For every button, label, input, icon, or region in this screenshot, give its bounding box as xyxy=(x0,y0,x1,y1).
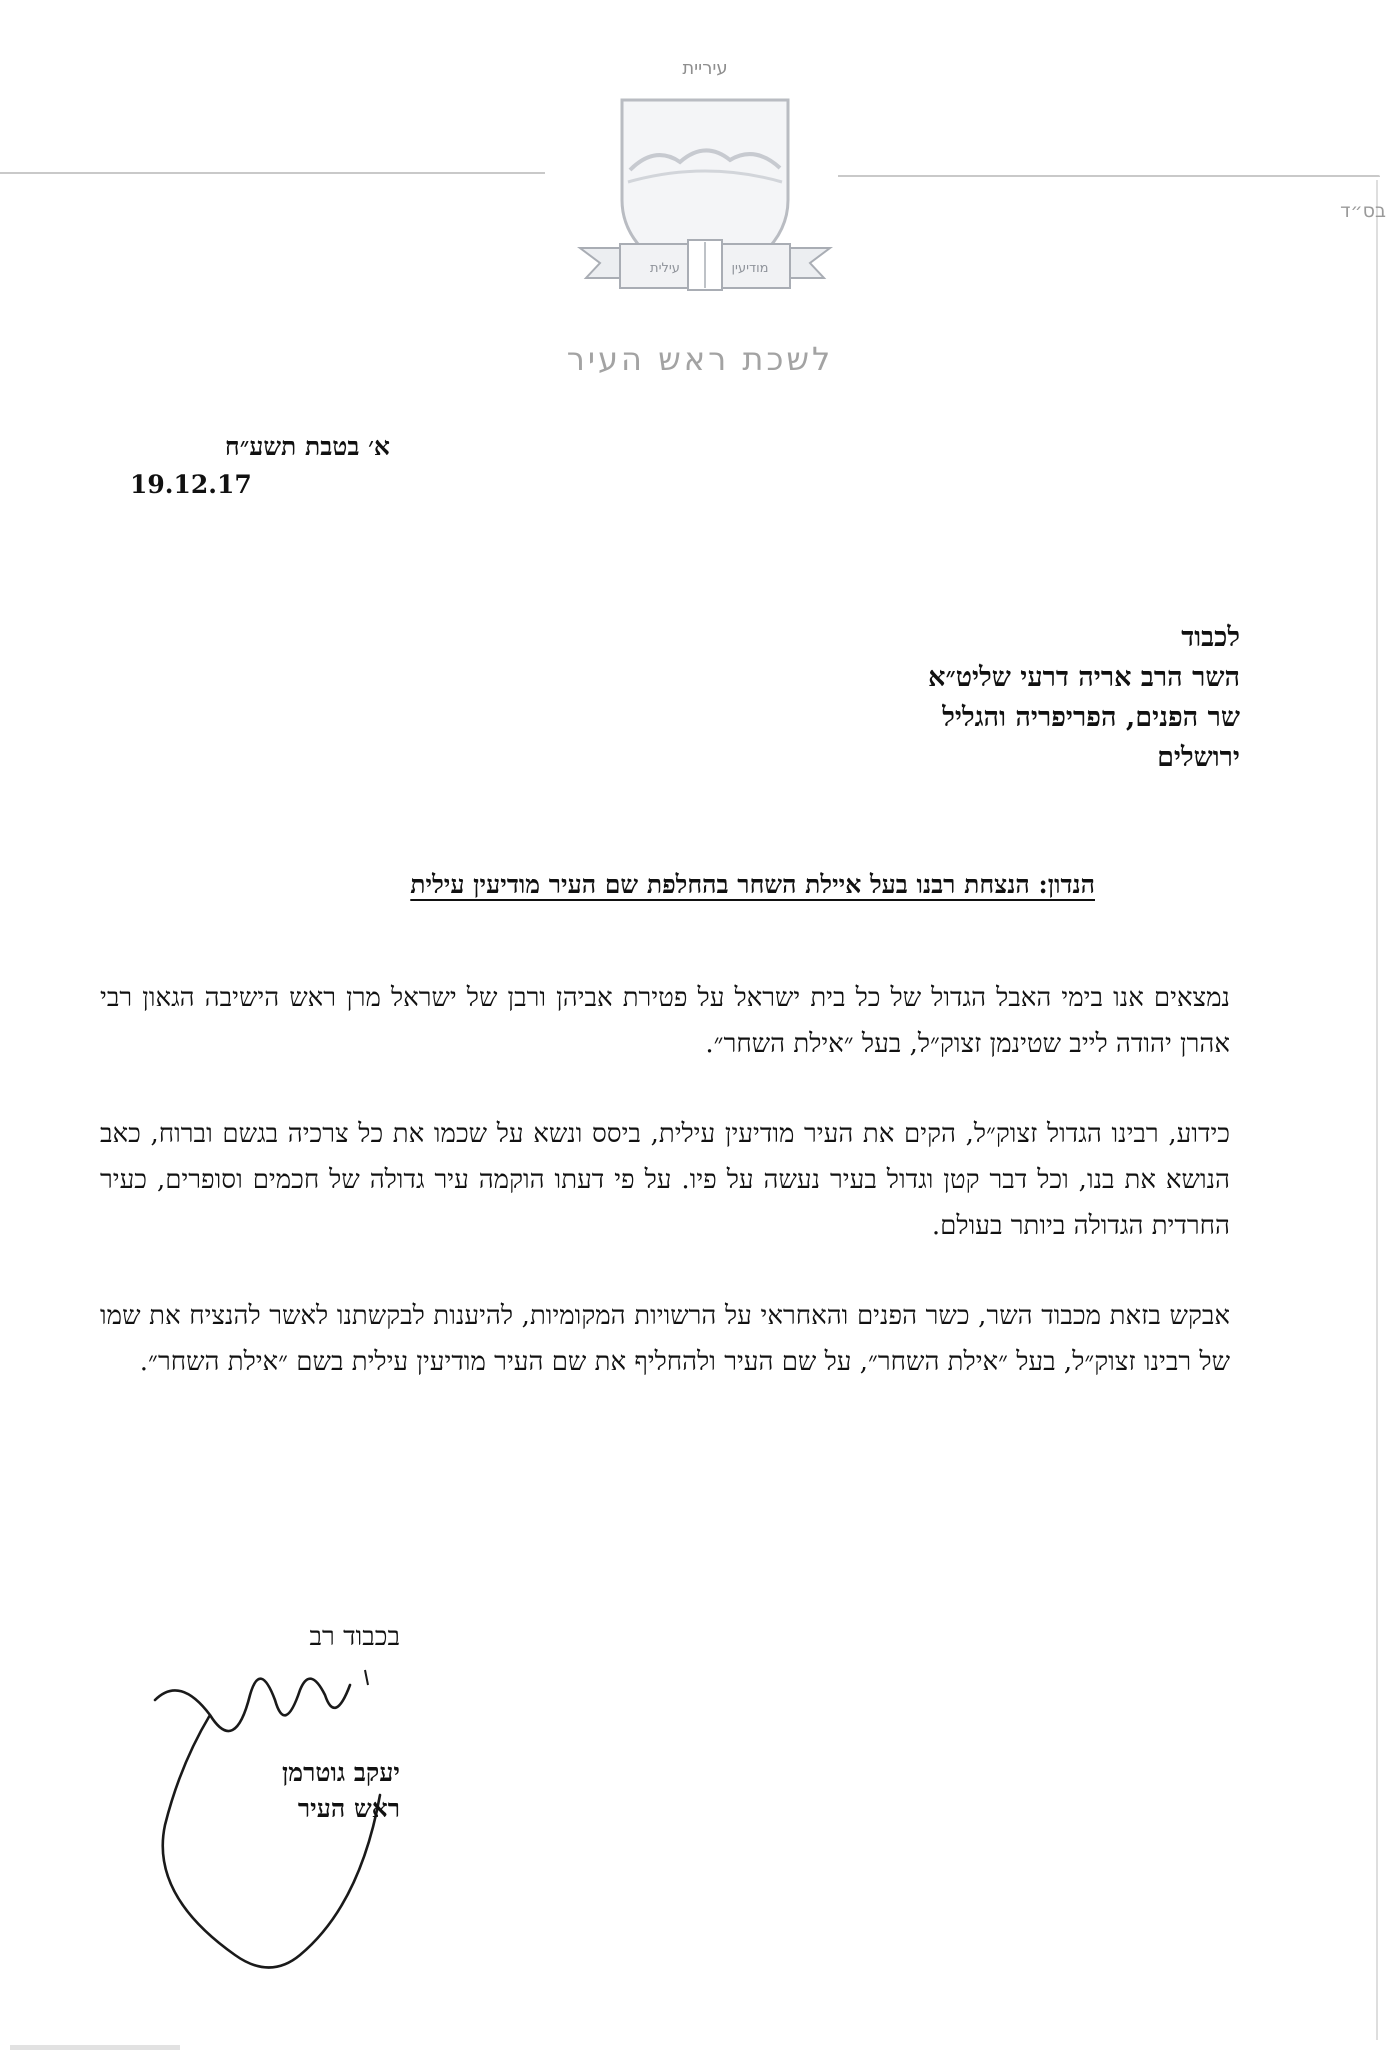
subject-text: הנדון: הנצחת רבנו בעל איילת השחר בהחלפת שם העיר מודיעין עילית xyxy=(410,870,1095,899)
svg-text:מודיעין: מודיעין xyxy=(731,261,769,276)
bsd-mark: בס״ד xyxy=(1340,200,1386,222)
body-paragraph: נמצאים אנו בימי האבל הגדול של כל בית ישראל על פטירת אביהן ורבן של ישראל מרן ראש הישיבה הגאון רבי אהרן יהודה לייב שטינמן זצוק״ל, בעל ״אילת השחר״. xyxy=(100,983,1230,1059)
letter-body xyxy=(100,975,1230,1429)
recipient-block xyxy=(540,618,1240,778)
svg-text:עילית: עילית xyxy=(650,261,680,276)
city-emblem-logo xyxy=(570,50,840,320)
body-paragraph: כידוע, רבינו הגדול זצוק״ל, הקים את העיר מודיעין עילית, ביסס ונשא על שכמו את כל צרכיה בגשם וברוח, כאב הנושא את בנו, וכל דבר קטן וגדול בעיר נעשה על פיו. על פי דעתו הוקמה עיר גדולה של חכמים וסופרים, כעיר החרדית הגדולה ביותר בעולם. xyxy=(100,1119,1231,1241)
recipient-line: שר הפנים, הפריפריה והגליל xyxy=(942,702,1240,733)
date-block xyxy=(130,428,390,504)
page-border-right xyxy=(1376,180,1378,2040)
recipient-line: לכבוד xyxy=(1181,622,1240,653)
date-hebrew: א׳ בטבת תשע״ח xyxy=(224,432,390,461)
signer-name: יעקב גוטרמן xyxy=(281,1758,400,1787)
scan-edge-mark xyxy=(10,2045,180,2050)
closing-salutation: בכבוד רב xyxy=(309,1622,400,1652)
letterhead-rule-right xyxy=(838,175,1380,177)
letterhead-rule-left xyxy=(0,172,545,174)
logo-municipality-label: עיריית xyxy=(682,58,728,79)
body-paragraph: אבקש בזאת מכבוד השר, כשר הפנים והאחראי על הרשויות המקומיות, להיענות לבקשתנו לאשר להנציח את שמו של רבינו זצוק״ל, בעל ״אילת השחר״, על שם העיר ולהחליף את שם העיר מודיעין עילית בשם ״אילת השחר״. xyxy=(100,1301,1230,1377)
office-title: לשכת ראש העיר xyxy=(566,340,834,378)
signer-title: ראש העיר xyxy=(297,1794,400,1823)
recipient-line: ירושלים xyxy=(1157,742,1240,773)
date-gregorian: 19.12.17 xyxy=(130,470,252,499)
signer-block xyxy=(200,1755,400,1827)
recipient-line: השר הרב אריה דרעי שליט״א xyxy=(928,662,1240,693)
shield-emblem-icon xyxy=(570,50,840,320)
subject-line xyxy=(240,870,1095,900)
